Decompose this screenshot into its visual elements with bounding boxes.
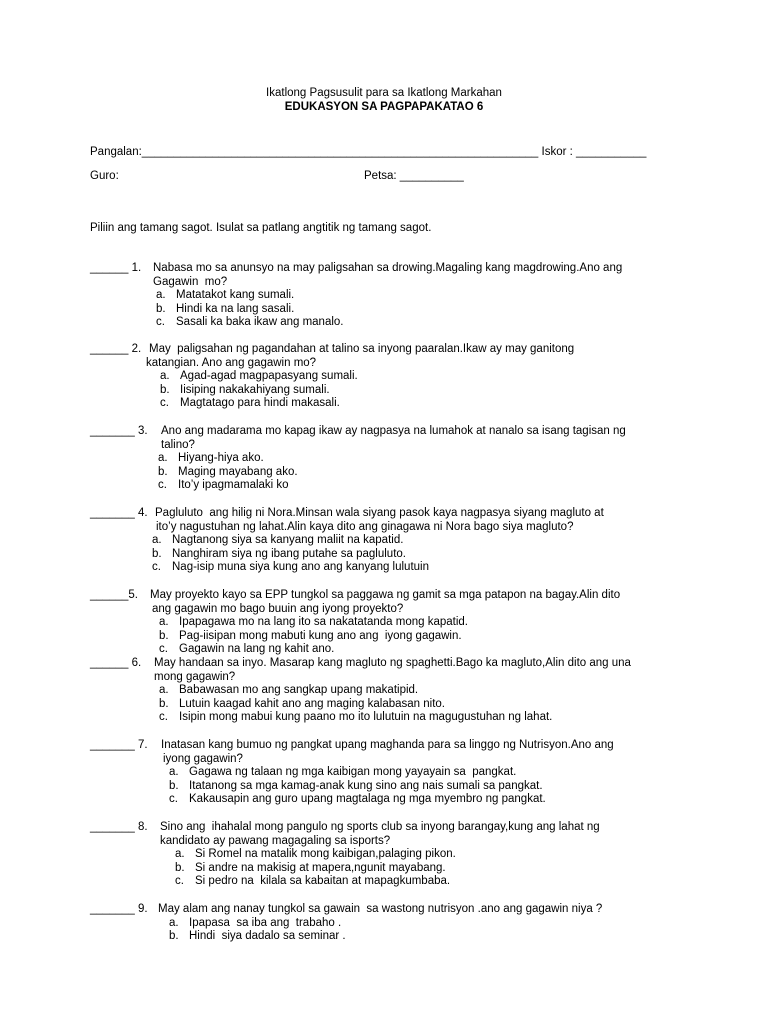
choice-c: c. Nag-isip muna siya kung ano ang kanyang lulutuin: [152, 561, 429, 574]
choice-b: b. Hindi ka na lang sasali.: [156, 302, 295, 315]
choice-b: b. Pag-iisipan mong mabuti kung ano ang iyong gagawin.: [159, 629, 462, 642]
exam-subject: EDUKASYON SA PAGPAPAKATAO 6: [284, 101, 484, 113]
question-text-cont: iyong gagawin?: [163, 752, 243, 765]
question-4: [90, 507, 690, 575]
petsa-label: Petsa: __________: [364, 170, 464, 182]
question-text: May alam ang nanay tungkol sa gawain sa wastong nutrisyon .ano ang gagawin niya ?: [158, 903, 603, 915]
question-3: [90, 425, 690, 493]
question-6: [90, 657, 690, 725]
question-text: Sino ang ihahalal mong pangulo ng sports club sa inyong barangay,kung ang lahat ng: [160, 821, 600, 833]
question-1: [90, 262, 690, 330]
question-number: ______ 2.: [90, 343, 142, 355]
question-number: ______5.: [90, 589, 138, 601]
choice-c: c. Ito’y ipagmamalaki ko: [158, 479, 289, 492]
question-number: _______ 9.: [90, 903, 148, 915]
question-text: May paligsahan ng pagandahan at talino sa inyong paaralan.Ikaw ay may ganitong: [149, 343, 575, 355]
question-number: ______ 1.: [90, 262, 142, 274]
choice-b: b. Itatanong sa mga kamag-anak kung sino ang nais sumali sa pangkat.: [169, 779, 543, 792]
choice-c: c. Gagawin na lang ng kahit ano.: [159, 643, 335, 656]
choice-a: a. Agad-agad magpapasyang sumali.: [160, 370, 358, 383]
question-number: _______ 7.: [90, 739, 148, 751]
question-text-cont: kandidato ay pawang magagaling sa isports?: [160, 834, 391, 847]
question-text-cont: ang gagawin mo bago buuin ang iyong proyekto?: [152, 602, 404, 615]
choice-b: b. Hindi siya dadalo sa seminar .: [169, 930, 346, 943]
question-2: [90, 343, 690, 411]
choice-c: c. Isipin mong mabui kung paano mo ito lulutuin na magugustuhan ng lahat.: [159, 711, 553, 724]
instructions: Piliin ang tamang sagot. Isulat sa patlang angtitik ng tamang sagot.: [90, 222, 432, 234]
question-text-cont: mong gagawin?: [154, 670, 236, 683]
choice-c: c. Sasali ka baka ikaw ang manalo.: [156, 316, 344, 329]
exam-title: Ikatlong Pagsusulit para sa Ikatlong Markahan: [266, 87, 502, 99]
question-number: ______ 6.: [90, 657, 142, 669]
question-5: [90, 589, 690, 657]
question-text: Pagluluto ang hilig ni Nora.Minsan wala siyang pasok kaya nagpasya siyang magluto at: [155, 507, 604, 519]
question-text: Ano ang madarama mo kapag ikaw ay nagpasya na lumahok at nanalo sa isang tagisan ng: [161, 425, 626, 437]
question-7: [90, 739, 690, 807]
question-number: _______ 3.: [90, 425, 148, 437]
choice-c: c. Si pedro na kilala sa kabaitan at mapagkumbaba.: [175, 875, 451, 888]
choice-c: c. Kakausapin ang guro upang magtalaga ng mga myembro ng pangkat.: [169, 793, 546, 806]
choice-a: a. Ipapasa sa iba ang trabaho .: [169, 916, 342, 929]
question-number: _______ 4.: [90, 507, 148, 519]
choice-b: b. Nanghiram siya ng ibang putahe sa pagluluto.: [152, 547, 406, 560]
question-number: _______ 8.: [90, 821, 148, 833]
question-text: May proyekto kayo sa EPP tungkol sa paggawa ng gamit sa mga patapon na bagay.Alin dito: [150, 589, 621, 601]
choice-b: b. Maging mayabang ako.: [158, 465, 298, 478]
question-text: Inatasan kang bumuo ng pangkat upang maghanda para sa linggo ng Nutrisyon.Ano ang: [161, 739, 614, 751]
choice-a: a. Ipapagawa mo na lang ito sa nakatatanda mong kapatid.: [159, 616, 468, 629]
choice-c: c. Magtatago para hindi makasali.: [160, 397, 340, 410]
question-9: [90, 903, 690, 944]
choice-a: a. Babawasan mo ang sangkap upang makatipid.: [159, 684, 419, 697]
choice-a: a. Gagawa ng talaan ng mga kaibigan mong yayayain sa pangkat.: [169, 766, 517, 779]
question-text-cont: Gagawin mo?: [153, 275, 228, 288]
choice-b: b. Iisiping nakakahiyang sumali.: [160, 383, 330, 396]
choice-a: a. Nagtanong siya sa kanyang maliit na kapatid.: [152, 534, 404, 547]
question-text-cont: katangian. Ano ang gagawin mo?: [146, 356, 317, 369]
question-text-cont: ito’y nagustuhan ng lahat.Alin kaya dito ang ginagawa ni Nora bago siya magluto?: [156, 520, 574, 533]
name-score-line: Pangalan:______________________________________________________________ Iskor : ___________: [90, 146, 647, 158]
choice-b: b. Lutuin kaagad kahit ano ang maging kalabasan nito.: [159, 697, 445, 710]
choice-b: b. Si andre na makisig at mapera,ngunit mayabang.: [175, 861, 446, 874]
choice-a: a. Si Romel na matalik mong kaibigan,palaging pikon.: [175, 848, 456, 861]
question-8: [90, 821, 690, 889]
question-text: May handaan sa inyo. Masarap kang magluto ng spaghetti.Bago ka magluto,Alin dito ang una: [154, 657, 631, 669]
choice-a: a. Matatakot kang sumali.: [156, 289, 295, 302]
guro-label: Guro:: [90, 170, 119, 182]
question-text: Nabasa mo sa anunsyo na may paligsahan sa drowing.Magaling kang magdrowing.Ano ang: [153, 262, 623, 274]
choice-a: a. Hiyang-hiya ako.: [158, 452, 264, 465]
question-text-cont: talino?: [161, 438, 195, 451]
